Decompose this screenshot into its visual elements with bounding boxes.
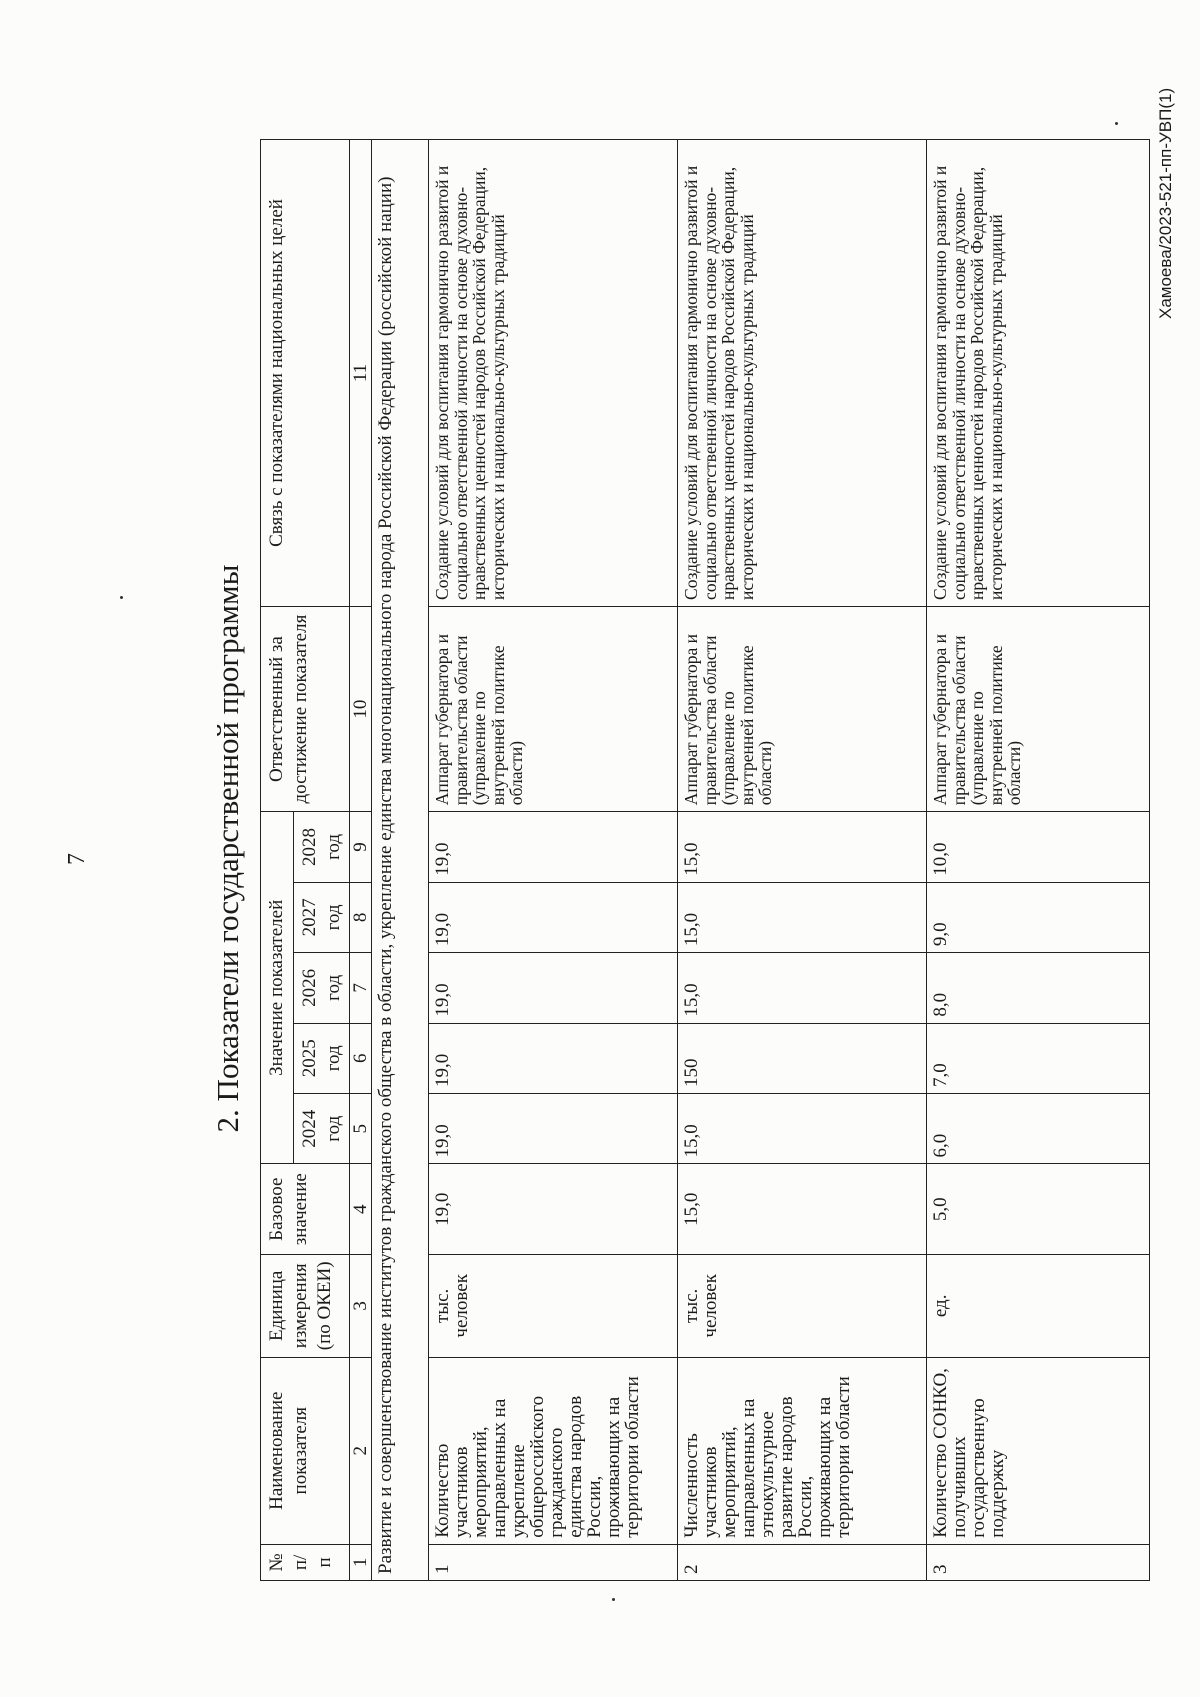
section-heading: 2. Показатели государственной программы	[210, 564, 245, 1133]
column-number: 5	[350, 1094, 372, 1164]
value-2028: 19,0	[429, 812, 678, 882]
scan-speck	[120, 596, 123, 599]
indicators-table	[260, 139, 1150, 1581]
column-number: 9	[350, 812, 372, 882]
responsible: Аппарат губернатора и правительства области (управление по внутренней политике области)	[429, 606, 678, 811]
indicator-name: Численность участников мероприятий, направленных на этнокультурное развитие народов России, проживающих на территории области	[678, 1357, 927, 1544]
unit: ед.	[927, 1255, 1150, 1358]
header-num: № п/п	[261, 1544, 350, 1580]
section-row	[372, 140, 429, 1581]
value-2027: 9,0	[927, 882, 1150, 952]
column-number: 10	[350, 606, 372, 811]
value-2028: 10,0	[927, 812, 1150, 882]
column-number: 6	[350, 1023, 372, 1093]
value-2025: 7,0	[927, 1023, 1150, 1093]
header-year: 2027 год	[293, 882, 350, 952]
value-2026: 19,0	[429, 953, 678, 1023]
column-number: 11	[350, 140, 372, 607]
row-num: 1	[429, 1544, 678, 1580]
column-number: 7	[350, 953, 372, 1023]
header-year: 2026 год	[293, 953, 350, 1023]
header-link: Связь с показателями национальных целей	[261, 140, 350, 607]
value-2028: 15,0	[678, 812, 927, 882]
header-row	[261, 140, 294, 1581]
column-number: 4	[350, 1164, 372, 1255]
header-unit: Единица измерения (по ОКЕИ)	[261, 1255, 350, 1358]
national-goal-link: Создание условий для воспитания гармонично развитой и социально ответственной личности на основе духовно-нравственных ценностей народов Российской Федерации, исторических и национально-культурных традиций	[927, 140, 1150, 607]
column-number: 8	[350, 882, 372, 952]
value-2025: 150	[678, 1023, 927, 1093]
responsible: Аппарат губернатора и правительства области (управление по внутренней политике области)	[927, 606, 1150, 811]
row-num: 2	[678, 1544, 927, 1580]
indicator-name: Количество СОНКО, получивших государственную поддержку	[927, 1357, 1150, 1544]
header-values-group: Значение показателей	[261, 812, 294, 1164]
scan-speck	[1115, 122, 1118, 125]
value-2026: 8,0	[927, 953, 1150, 1023]
row-num: 3	[927, 1544, 1150, 1580]
column-number: 3	[350, 1255, 372, 1358]
column-number: 2	[350, 1357, 372, 1544]
base-value: 15,0	[678, 1164, 927, 1255]
header-year: 2025 год	[293, 1023, 350, 1093]
value-2024: 6,0	[927, 1094, 1150, 1164]
base-value: 5,0	[927, 1164, 1150, 1255]
unit: тыс. человек	[678, 1255, 927, 1358]
header-responsible: Ответственный за достижение показателя	[261, 606, 350, 811]
national-goal-link: Создание условий для воспитания гармонично развитой и социально ответственной личности на основе духовно-нравственных ценностей народов Российской Федерации, исторических и национально-культурных традиций	[429, 140, 678, 607]
table-row	[429, 140, 678, 1581]
header-year: 2024 год	[293, 1094, 350, 1164]
table-row	[678, 140, 927, 1581]
header-year: 2028 год	[293, 812, 350, 882]
column-number: 1	[350, 1544, 372, 1580]
base-value: 19,0	[429, 1164, 678, 1255]
value-2027: 19,0	[429, 882, 678, 952]
value-2026: 15,0	[678, 953, 927, 1023]
national-goal-link: Создание условий для воспитания гармонично развитой и социально ответственной личности на основе духовно-нравственных ценностей народов Российской Федерации, исторических и национально-культурных традиций	[678, 140, 927, 607]
document-code: Хамоева/2023-521-пп-УВП(1)	[1156, 87, 1175, 319]
table-row	[927, 140, 1150, 1581]
header-base: Базовое значение	[261, 1164, 350, 1255]
header-name: Наименование показателя	[261, 1357, 350, 1544]
section-title: Развитие и совершенствование институтов гражданского общества в области, укрепление единства многонационального народа Российской Федерации (российской нации)	[372, 140, 429, 1581]
scan-speck	[612, 1598, 615, 1601]
column-number-row	[350, 140, 372, 1581]
value-2027: 15,0	[678, 882, 927, 952]
value-2024: 19,0	[429, 1094, 678, 1164]
page-number: 7	[64, 853, 90, 865]
value-2024: 15,0	[678, 1094, 927, 1164]
unit: тыс. человек	[429, 1255, 678, 1358]
value-2025: 19,0	[429, 1023, 678, 1093]
indicator-name: Количество участников мероприятий, направленных на укрепление общероссийского гражданского единства народов России, проживающих на территории области	[429, 1357, 678, 1544]
responsible: Аппарат губернатора и правительства области (управление по внутренней политике области)	[678, 606, 927, 811]
